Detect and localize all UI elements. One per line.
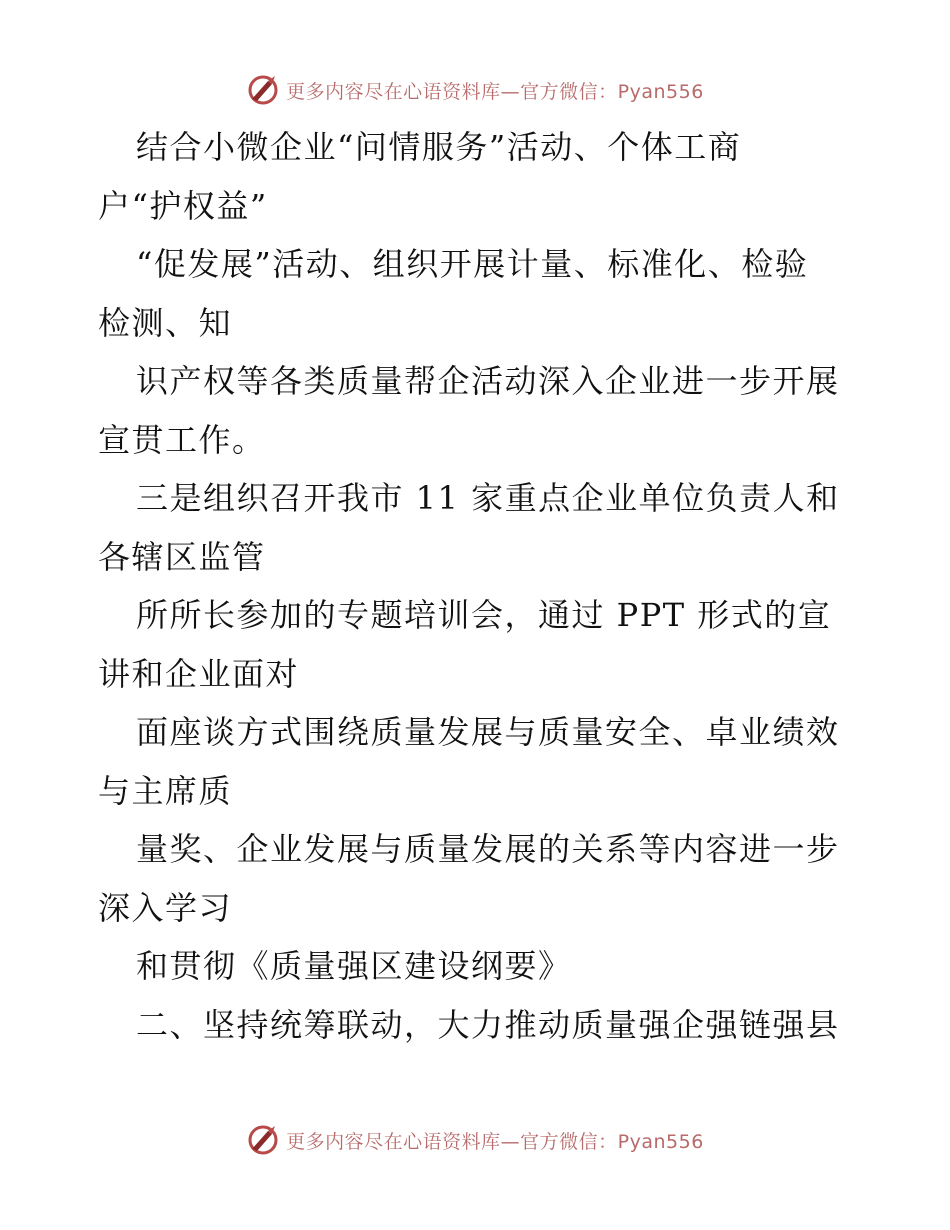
body-line: 识产权等各类质量帮企活动深入企业进一步开展 bbox=[136, 362, 840, 400]
body-line: 深入学习 bbox=[98, 888, 233, 927]
body-line: 量奖、企业发展与质量发展的关系等内容进一步 bbox=[136, 830, 840, 868]
body-line: 面座谈方式围绕质量发展与质量安全、卓业绩效 bbox=[136, 713, 840, 751]
body-line: 所所长参加的专题培训会，通过 PPT 形式的宣 bbox=[136, 596, 832, 634]
body-line: 各辖区监管 bbox=[98, 537, 266, 576]
document-body bbox=[98, 118, 858, 1054]
body-line: 与主席质 bbox=[98, 771, 233, 810]
body-line: 户“护权益” bbox=[98, 186, 268, 225]
body-line: “促发展”活动、组织开展计量、标准化、检验 bbox=[136, 245, 809, 283]
quill-circle-icon bbox=[246, 1123, 280, 1157]
body-line: 检测、知 bbox=[98, 303, 233, 342]
footer-banner bbox=[0, 1120, 950, 1160]
footer-banner-text: 更多内容尽在心语资料库—官方微信：Pyan556 bbox=[286, 1130, 704, 1153]
body-line: 和贯彻《质量强区建设纲要》 bbox=[136, 947, 572, 985]
header-banner bbox=[0, 70, 950, 110]
body-line: 结合小微企业“问情服务”活动、个体工商 bbox=[136, 128, 742, 166]
body-line: 三是组织召开我市 11 家重点企业单位负责人和 bbox=[136, 479, 840, 517]
body-line: 二、坚持统筹联动，大力推动质量强企强链强县 bbox=[136, 1005, 840, 1044]
quill-circle-icon bbox=[246, 73, 280, 107]
body-line: 宣贯工作。 bbox=[98, 420, 266, 459]
header-banner-text: 更多内容尽在心语资料库—官方微信：Pyan556 bbox=[286, 80, 704, 103]
body-line: 讲和企业面对 bbox=[98, 654, 300, 693]
